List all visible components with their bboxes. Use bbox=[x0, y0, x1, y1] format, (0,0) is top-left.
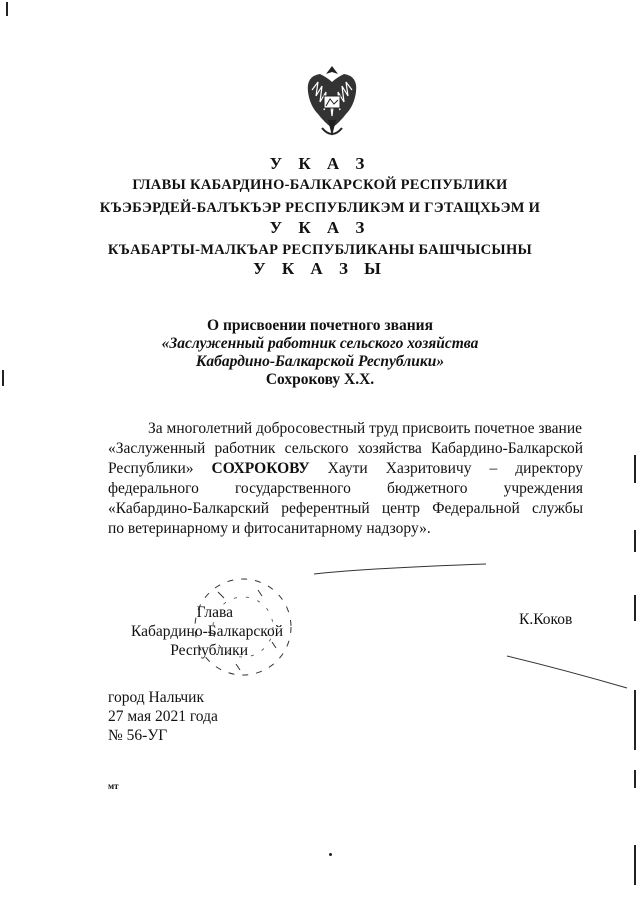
signatory-name: К.Коков bbox=[519, 611, 573, 628]
scan-dot bbox=[329, 853, 332, 856]
scan-mark bbox=[634, 530, 636, 552]
scan-mark bbox=[634, 690, 636, 750]
signatory-title bbox=[108, 603, 283, 660]
scan-mark bbox=[634, 845, 636, 885]
decree-title-kabardian: У К А З bbox=[269, 218, 371, 237]
body-line: «Заслуженный работник сельского хозяйства Кабардино-Балкарской bbox=[108, 440, 583, 457]
decree-subtitle-russian: ГЛАВЫ КАБАРДИНО-БАЛКАРСКОЙ РЕСПУБЛИКИ bbox=[132, 177, 508, 193]
body-text-fragment: Республики» bbox=[108, 460, 194, 477]
scan-mark bbox=[634, 595, 636, 621]
signatory-title-line: Кабардино-Балкарской bbox=[131, 623, 283, 640]
coat-of-arms-emblem bbox=[302, 62, 362, 142]
body-line: федерального государственного бюджетного учреждения bbox=[108, 480, 583, 497]
subject-line: «Заслуженный работник сельского хозяйства bbox=[161, 335, 479, 352]
issue-place: город Нальчик bbox=[108, 689, 204, 706]
handwritten-stroke bbox=[505, 652, 630, 692]
signature-stroke bbox=[310, 560, 490, 580]
subject-line: О присвоении почетного звания bbox=[207, 317, 433, 334]
body-line bbox=[108, 459, 583, 479]
decree-title-balkar: У К А З Ы bbox=[253, 259, 387, 278]
body-line: по ветеринарному и фитосанитарному надзору». bbox=[108, 520, 431, 537]
decree-number: № 56-УГ bbox=[108, 727, 168, 744]
executor-initials: мт bbox=[108, 781, 119, 791]
signatory-title-line: Глава bbox=[196, 604, 233, 621]
scan-mark bbox=[634, 455, 636, 483]
subject-line: Кабардино-Балкарской Республики» bbox=[195, 353, 445, 370]
scan-mark bbox=[634, 770, 636, 788]
decree-subtitle-kabardian: КЪЭБЭРДЕЙ-БАЛЪКЪЭР РЕСПУБЛИКЭМ И ГЭТАЩХЬЭМ И bbox=[99, 200, 541, 216]
decree-title: У К А З bbox=[269, 154, 371, 173]
awardee-surname: СОХРОКОВУ bbox=[211, 460, 310, 477]
scan-mark bbox=[6, 2, 8, 16]
body-text-fragment: Хаути Хазритовичу – директору bbox=[327, 460, 584, 477]
subject-line: Сохрокову Х.Х. bbox=[265, 371, 375, 388]
decree-subtitle-balkar: КЪАБАРТЫ-МАЛКЪАР РЕСПУБЛИКАНЫ БАШЧЫСЫНЫ bbox=[107, 242, 533, 258]
signatory-title-line: Республики bbox=[170, 642, 248, 659]
body-line: За многолетний добросовестный труд присвоить почетное звание bbox=[148, 420, 583, 437]
issue-date: 27 мая 2021 года bbox=[108, 708, 218, 725]
decree-body bbox=[108, 419, 583, 539]
body-line: «Кабардино-Балкарский референтный центр Федеральной службы bbox=[108, 500, 583, 517]
